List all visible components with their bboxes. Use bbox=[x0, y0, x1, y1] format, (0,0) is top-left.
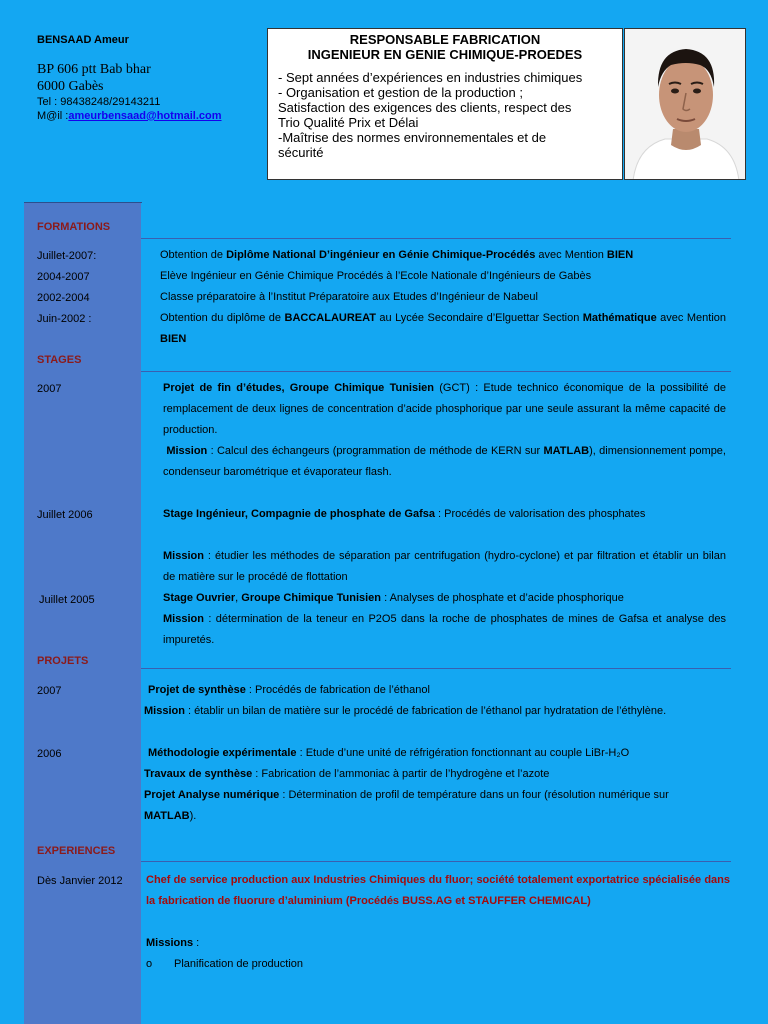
summary-item: Satisfaction des exigences des clients, respect des bbox=[278, 100, 572, 115]
section-title-experiences: EXPERIENCES bbox=[37, 845, 116, 857]
project-line: Méthodologie expérimentale : Etude d’une unité de réfrigération fonctionnant au couple LiBr-H₂O bbox=[148, 747, 630, 759]
summary-item: - Sept années d’expériences en industries chimiques bbox=[278, 70, 583, 85]
stage-mission: Mission : étudier les méthodes de séparation par centrifugation (hydro-cyclone) et par filtration et établir un bilan de matière sur le procédé de flottation bbox=[163, 550, 726, 583]
formation-text: Classe préparatoire à l’Institut Préparatoire aux Etudes d’Ingénieur de Nabeul bbox=[160, 291, 538, 303]
formation-date: Juillet-2007: bbox=[37, 250, 97, 262]
email-label: M@il : bbox=[37, 110, 69, 122]
summary-item: sécurité bbox=[278, 145, 324, 160]
formation-date: Juin-2002 : bbox=[37, 313, 92, 325]
phone-number: Tel : 98438248/29143211 bbox=[37, 96, 161, 108]
section-title-projets: PROJETS bbox=[37, 655, 89, 667]
formation-date: 2002-2004 bbox=[37, 292, 90, 304]
project-line: Travaux de synthèse : Fabrication de l’ammoniac à partir de l’hydrogène et l’azote bbox=[144, 768, 550, 780]
formation-text: Elève Ingénieur en Génie Chimique Procédés à l’Ecole Nationale d’Ingénieurs de Gabès bbox=[160, 270, 592, 282]
mission-item: Planification de production bbox=[174, 958, 304, 970]
section-title-stages: STAGES bbox=[37, 354, 82, 366]
bullet-marker: o bbox=[146, 958, 153, 970]
project-line: Mission : établir un bilan de matière sur le procédé de fabrication de l’éthanol par hydratation de l’éthylène. bbox=[144, 705, 667, 717]
summary-item: -Maîtrise des normes environnementales et de bbox=[278, 130, 547, 145]
divider bbox=[24, 202, 142, 203]
stage-date: Juillet 2005 bbox=[39, 594, 95, 606]
stage-mission: Mission : Calcul des échangeurs (programmation de méthode de KERN sur MATLAB), dimensionnement pompe, condenseur barométrique et évaporateur flash. bbox=[163, 445, 726, 478]
experience-headline: Chef de service production aux Industries Chimiques du fluor; société totalement exportatrice spécialisée dans la fabrication de fluorure d’aluminium (Procédés BUSS.AG et STAUFFER CHEMICAL) bbox=[146, 874, 730, 907]
portrait-illustration bbox=[625, 29, 746, 180]
stage-date: Juillet 2006 bbox=[37, 509, 93, 521]
stage-description: Projet de fin d’études, Groupe Chimique Tunisien (GCT) : Etude technico économique de la possibilité de remplacement de deux lignes de concentration d’acide phosphorique par une seule assurant la même capacité de production. bbox=[163, 382, 726, 436]
divider bbox=[141, 861, 731, 862]
missions-label: Missions : bbox=[146, 937, 200, 949]
formation-text: Obtention du diplôme de BACCALAUREAT au Lycée Secondaire d’Elguettar Section Mathématique avec Mention BIEN bbox=[160, 312, 726, 345]
project-date: 2006 bbox=[37, 748, 62, 760]
summary-list bbox=[278, 70, 622, 160]
stage-description: Stage Ouvrier, Groupe Chimique Tunisien : Analyses de phosphate et d’acide phosphorique bbox=[163, 592, 624, 604]
email-line bbox=[37, 110, 222, 122]
left-column bbox=[24, 203, 141, 1024]
candidate-name: BENSAAD Ameur bbox=[37, 34, 129, 46]
project-date: 2007 bbox=[37, 685, 62, 697]
profile-photo bbox=[624, 28, 746, 180]
degree-title: INGENIEUR EN GENIE CHIMIQUE-PROEDES bbox=[307, 47, 583, 62]
stage-description: Stage Ingénieur, Compagnie de phosphate de Gafsa : Procédés de valorisation des phosphates bbox=[163, 508, 646, 520]
stage-mission: Mission : détermination de la teneur en P2O5 dans la roche de phosphates de mines de Gafsa et analyse des impuretés. bbox=[163, 613, 726, 646]
project-line: Projet Analyse numérique : Détermination de profil de température dans un four (résolution numérique sur MATLAB). bbox=[144, 789, 669, 822]
section-title-formations: FORMATIONS bbox=[37, 221, 111, 233]
summary-box bbox=[267, 28, 623, 180]
divider bbox=[141, 371, 731, 372]
summary-title bbox=[268, 32, 622, 62]
formation-text: Obtention de Diplôme National D’ingénieur en Génie Chimique-Procédés avec Mention BIEN bbox=[160, 249, 634, 261]
project-line: Projet de synthèse : Procédés de fabrication de l’éthanol bbox=[148, 684, 430, 696]
email-link[interactable]: ameurbensaad@hotmail.com bbox=[68, 110, 222, 122]
formation-date: 2004-2007 bbox=[37, 271, 90, 283]
address-line-1: BP 606 ptt Bab bhar bbox=[37, 62, 151, 77]
job-title: RESPONSABLE FABRICATION bbox=[349, 32, 541, 47]
stage-date: 2007 bbox=[37, 383, 62, 395]
experience-date: Dès Janvier 2012 bbox=[37, 875, 123, 887]
divider bbox=[141, 668, 731, 669]
address-line-2: 6000 Gabès bbox=[37, 79, 104, 94]
summary-item: Trio Qualité Prix et Délai bbox=[278, 115, 419, 130]
divider bbox=[141, 238, 731, 239]
summary-item: - Organisation et gestion de la production ; bbox=[278, 85, 523, 100]
